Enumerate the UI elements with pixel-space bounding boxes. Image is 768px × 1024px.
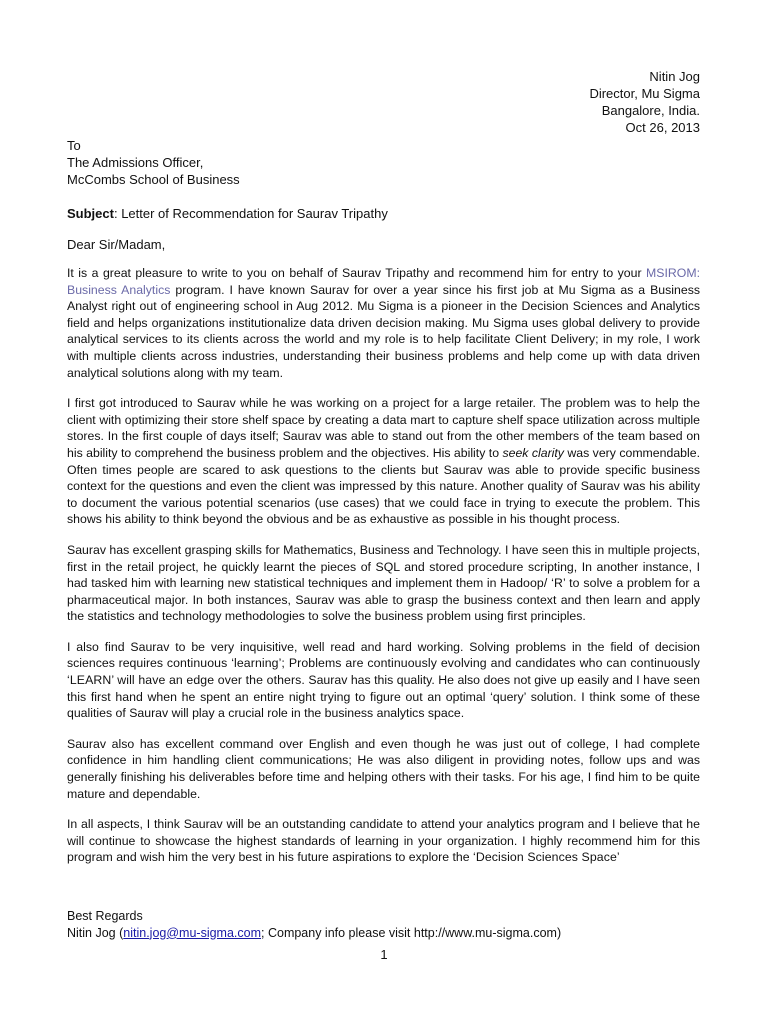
signature-name: Nitin Jog ( — [67, 925, 124, 940]
salutation: Dear Sir/Madam, — [67, 237, 166, 252]
paragraph-3-text-a: Saurav has excellent grasping skills for Mathematics, Business and Technology. I have seen this in multiple projects, first in the retail project, he quickly learnt the pieces of SQL and stored procedure scripting, In another instance, I had tasked him with learning new statistical techniques and implement them in — [67, 542, 700, 591]
signature-line — [67, 925, 561, 942]
page-number: 1 — [380, 947, 388, 962]
program-name: MSIROM: Business Analytics — [67, 266, 700, 297]
paragraph-4 — [67, 639, 700, 722]
recipient-line-2: McCombs School of Business — [67, 172, 240, 187]
subject-label: Subject — [67, 206, 114, 221]
company-info: ; Company info please visit http://www.mu-sigma.com) — [261, 925, 562, 940]
paragraph-1-text-a: It is a great pleasure to write to you on behalf of Saurav Tripathy and recommend him for entry to your — [67, 266, 647, 280]
closing-block — [67, 908, 561, 941]
paragraph-6 — [67, 816, 700, 866]
letter-body — [67, 265, 700, 880]
paragraph-6-text-mono: ‘Decision Sciences Space’ — [473, 850, 620, 865]
recipient-line-1: The Admissions Officer, — [67, 155, 204, 170]
sender-title: Director, Mu Sigma — [589, 86, 700, 101]
seek-clarity-emphasis: seek clarity — [502, 445, 564, 460]
paragraph-3-text-b: problem for a pharmaceutical major. In both instances, Saurav was able to grasp the business context and then learn and apply the statistics and technology methodologies to solve the business problem using first principles. — [67, 576, 701, 624]
paragraph-2 — [67, 395, 700, 528]
closing-regards: Best Regards — [67, 909, 143, 923]
paragraph-1 — [67, 265, 700, 381]
paragraph-4-text-b: Saurav has this quality. He also does not give up easily and I have seen this first hand when he spent an entire night trying to figure out an optimal ‘query’ solution. I think some of these qualities of Saurav will play a crucial role in the business analytics space. — [67, 673, 700, 721]
paragraph-4-text-mono: continuous ‘learning’; Problems are continuously evolving and candidates who can continuously ‘LEARN’ will have an edge over the others. — [67, 656, 700, 688]
sender-name: Nitin Jog — [649, 69, 700, 84]
recipient-to: To — [67, 138, 81, 153]
letter-date: Oct 26, 2013 — [625, 120, 700, 135]
subject-text: : Letter of Recommendation for Saurav Tripathy — [113, 206, 388, 221]
paragraph-1-text-b: program. I have known Saurav for over a year since his first job at Mu Sigma as a Business Analyst right out of engineering school in Aug 2012. Mu Sigma is a pioneer in the Decision Sciences and Analytics field and helps organizations institutionalize data driven decision making. Mu Sigma uses global delivery to provide analytical services to its clients across the world and my role is to help facilitate Client Delivery; in my role, I work with multiple clients across industries, understanding their business problems and help come up with data driven analytical solutions along with my team. — [67, 282, 700, 380]
paragraph-3-text-mono: Hadoop/ ‘R’ to solve a — [500, 576, 624, 591]
sender-location: Bangalore, India. — [601, 103, 700, 118]
paragraph-2-text-a: I first got introduced to Saurav while he was working on a project for a large retailer. The problem was to help the client with optimizing their store shelf space by creating a data mart to capture shelf space utilization across multiple stores. In the first couple of days itself; Saurav was able to stand out from the other members of the team based on his ability to comprehend the business problem and the objectives. His ability to — [67, 396, 700, 460]
paragraph-2-text-b: was very commendable. Often times people are scared to ask questions to the clients but Saurav was able to provide specific business context for the questions and even the client was impressed by this nature. Another quality of Saurav was his ability to document the various potential scenarios (use cases) that we could face in trying to execute the problem. This shows his ability to think beyond the obvious and be as exhaustive as possible in his thought process. — [67, 445, 700, 527]
paragraph-6-text-a: In all aspects, I think Saurav will be an outstanding candidate to attend your analytics program and I believe that he will continue to showcase the highest standards of learning in your organization. I highly recommend him for this program and wish him the very best in his future aspirations to explore the — [67, 817, 700, 865]
paragraph-4-text-a: I also find Saurav to be very inquisitive, well read and hard working. Solving problems in the field of decision sciences requires — [67, 639, 700, 671]
subject-line — [67, 206, 388, 221]
recipient-block — [67, 137, 240, 188]
paragraph-5: Saurav also has excellent command over English and even though he was just out of college, I had complete confidence in him handling client communications; He was also diligent in providing notes, follow ups and was generally finishing his deliverables before time and helping others with their tasks. For his age, I find him to be quite mature and dependable. — [67, 736, 700, 801]
sender-block — [589, 68, 700, 136]
paragraph-3 — [67, 542, 700, 625]
email-link[interactable]: nitin.jog@mu-sigma.com — [123, 925, 262, 940]
